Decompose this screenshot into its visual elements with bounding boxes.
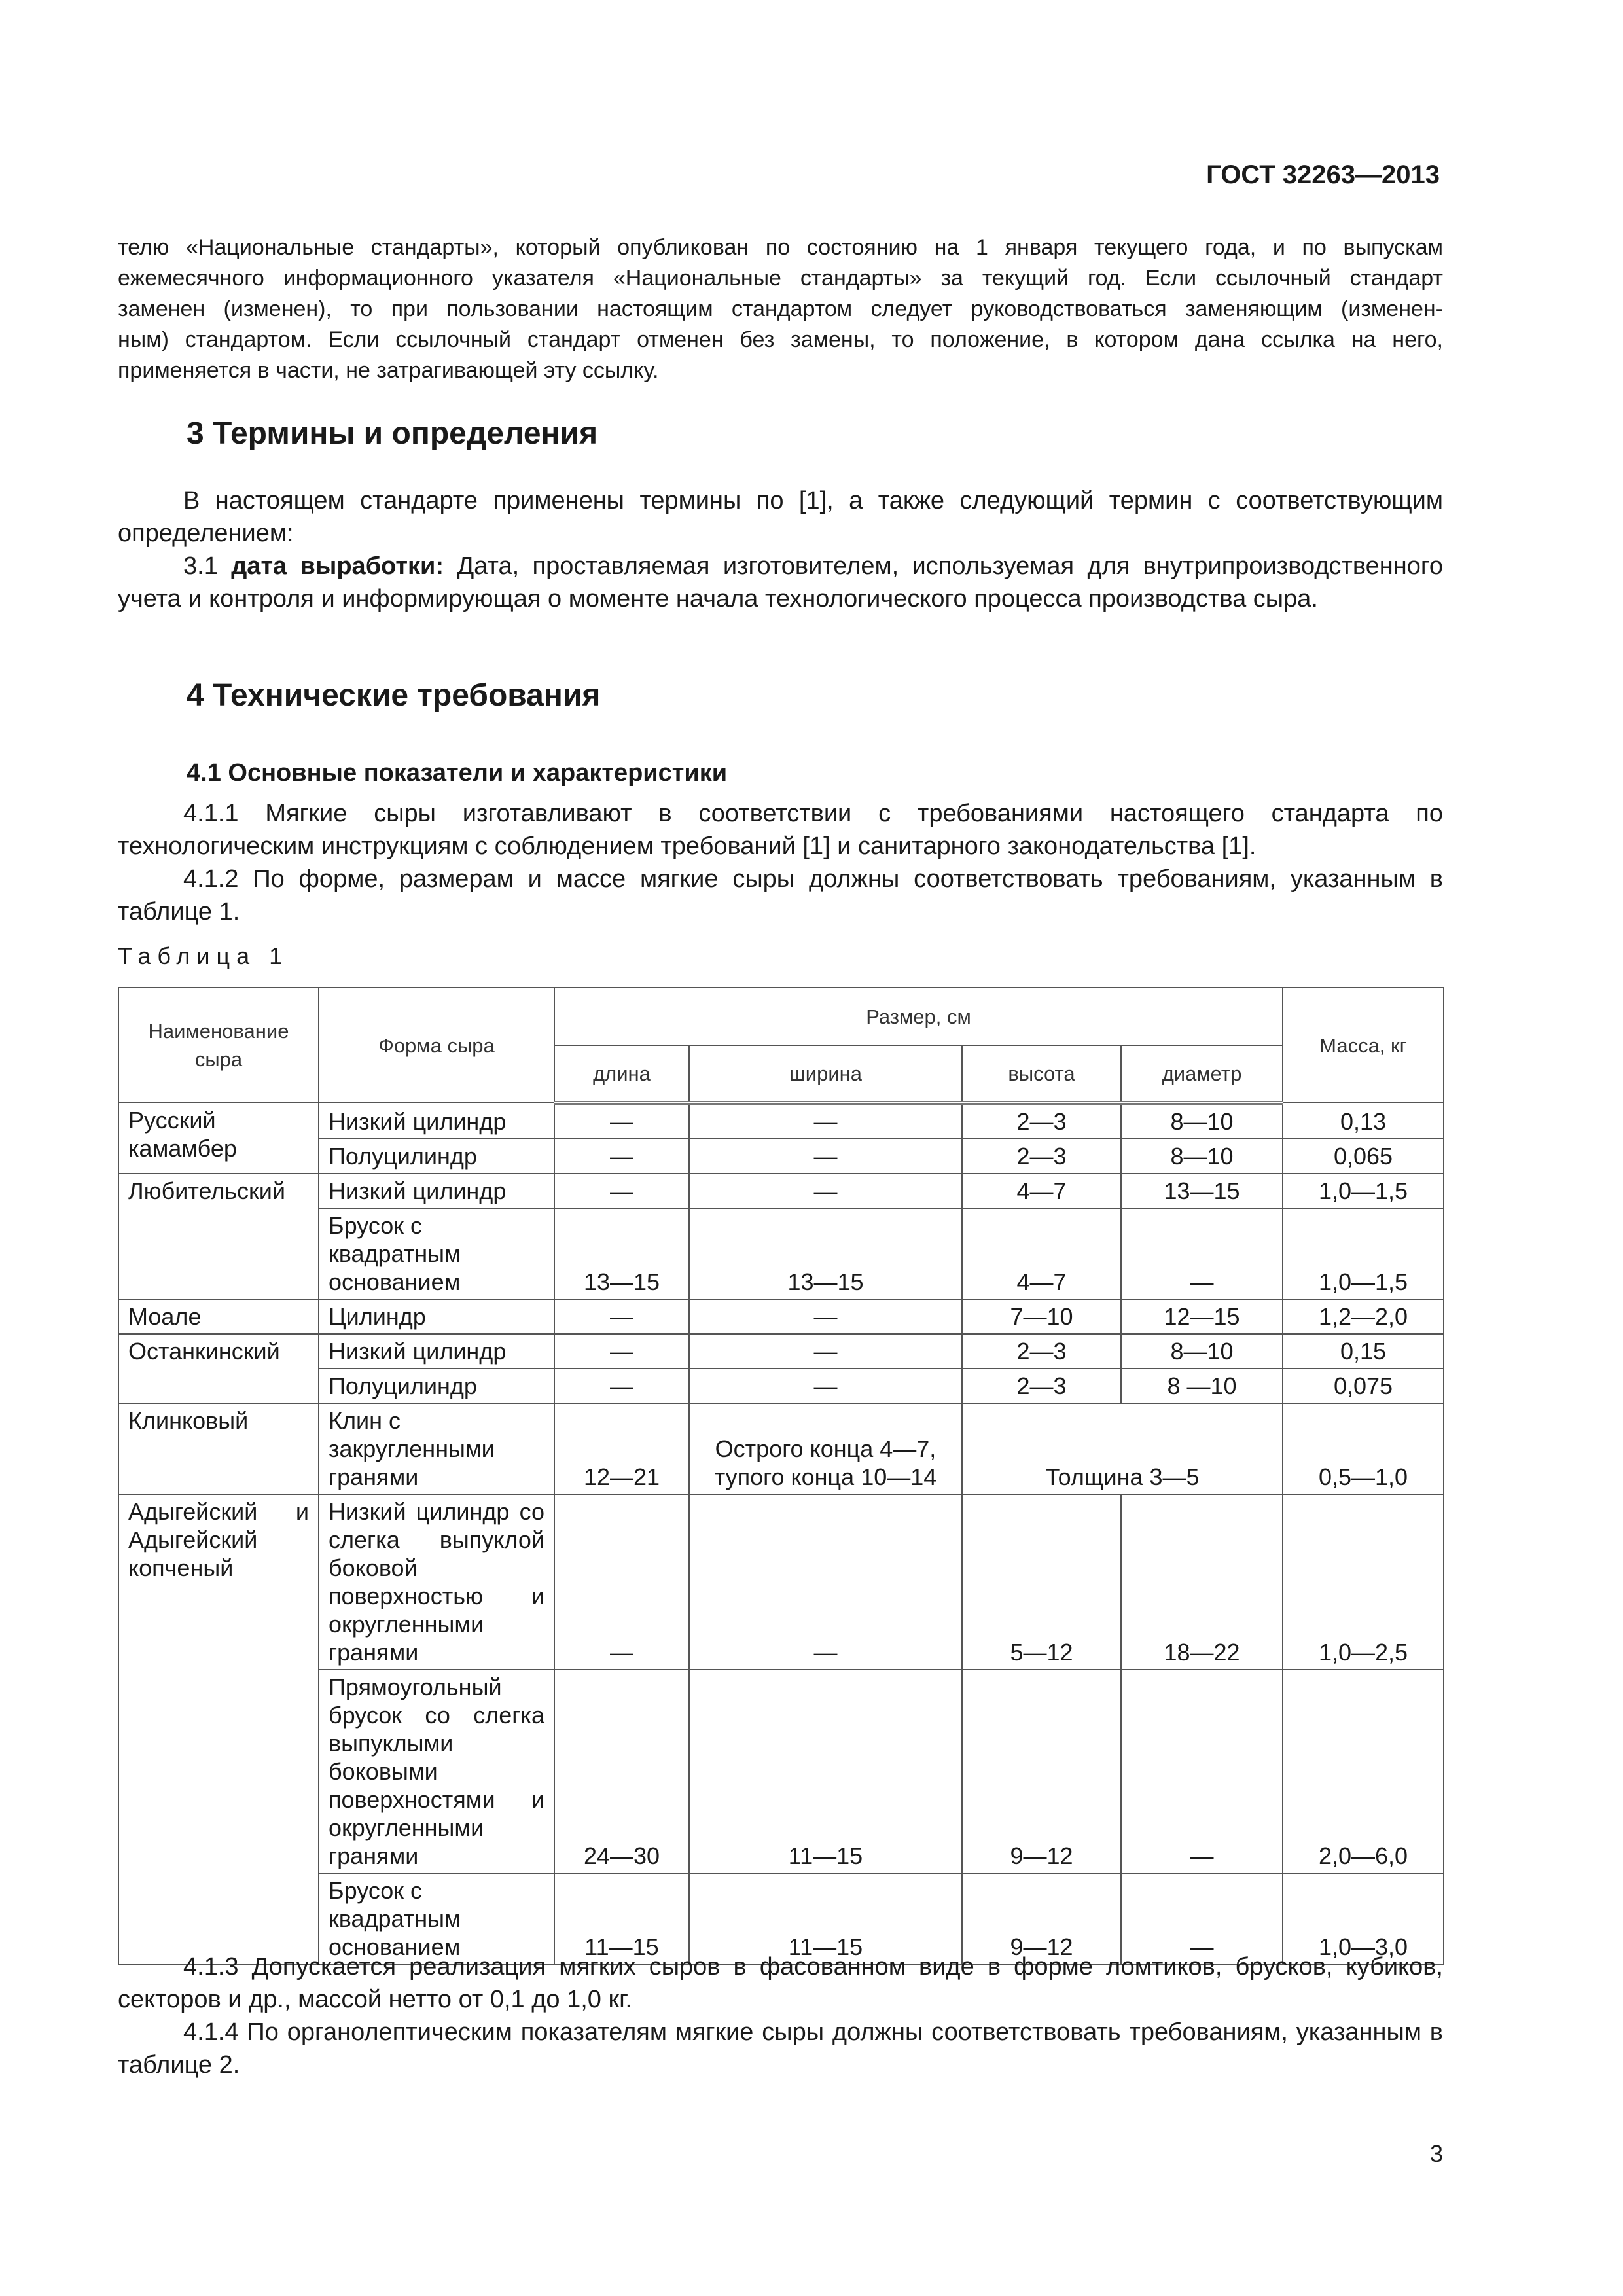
intro-line: телю «Национальные стандарты», который опубликован по состоянию на 1 января текущего года, и по выпускам <box>118 235 1443 260</box>
cell-mass: 1,0—2,5 <box>1283 1494 1444 1670</box>
standard-header: ГОСТ 32263—2013 <box>1206 160 1440 189</box>
cell-height: 2—3 <box>962 1103 1121 1139</box>
cell-form: Цилиндр <box>319 1299 554 1334</box>
cell-length: 24—30 <box>554 1670 689 1873</box>
cell-form: Низкий цилиндр <box>319 1103 554 1139</box>
intro-line: заменен (изменен), то при пользовании настоящим стандартом следует руководствоваться заменяющим (изменен- <box>118 296 1443 321</box>
cell-mass: 0,15 <box>1283 1334 1444 1369</box>
definition-3-1 <box>118 550 1443 615</box>
cell-length: — <box>554 1334 689 1369</box>
cell-mass: 1,0—3,0 <box>1283 1873 1444 1964</box>
intro-line: ежемесячного информационного указателя «Национальные стандарты» за текущий год. Если ссылочный стандарт <box>118 266 1443 291</box>
cell-name: Клинковый <box>118 1403 319 1494</box>
definition-text: Дата, проставляемая изготовителем, используемая для внутрипроизводственного учета и контроля и информирующая о моменте начала технологического процесса производства сыра. <box>118 552 1443 613</box>
header-name: Наименование сыра <box>118 988 319 1103</box>
paragraph-4-1-3: 4.1.3 Допускается реализация мягких сыров в фасованном виде в форме ломтиков, брусков, кубиков, секторов и др., массой нетто от 0,1 до 1,0 кг. <box>118 1953 1443 2013</box>
section-3-body <box>118 484 1443 615</box>
cell-length: — <box>554 1139 689 1174</box>
cell-thickness: Толщина 3—5 <box>962 1403 1283 1494</box>
intro-paragraph <box>118 232 1443 386</box>
cell-width: — <box>689 1494 962 1670</box>
cell-name: Моале <box>118 1299 319 1334</box>
cell-height: 7—10 <box>962 1299 1121 1334</box>
table-row <box>118 1494 1444 1670</box>
cell-width: — <box>689 1334 962 1369</box>
table-row <box>118 1174 1444 1208</box>
header-length: длина <box>554 1045 689 1103</box>
cell-mass: 1,2—2,0 <box>1283 1299 1444 1334</box>
cell-height: 9—12 <box>962 1670 1121 1873</box>
cell-diameter: 8—10 <box>1121 1139 1283 1174</box>
cell-width: 11—15 <box>689 1873 962 1964</box>
intro-line: ным) стандартом. Если ссылочный стандарт отменен без замены, то положение, в котором дана ссылка на него, <box>118 327 1443 352</box>
definition-term: дата выработки: <box>231 552 444 580</box>
cell-width: 11—15 <box>689 1670 962 1873</box>
cell-height: 2—3 <box>962 1334 1121 1369</box>
cell-mass: 1,0—1,5 <box>1283 1174 1444 1208</box>
cell-diameter: — <box>1121 1208 1283 1299</box>
header-form: Форма сыра <box>319 988 554 1103</box>
cell-mass: 0,065 <box>1283 1139 1444 1174</box>
cell-height: 4—7 <box>962 1174 1121 1208</box>
cell-diameter: 8 —10 <box>1121 1369 1283 1403</box>
cell-width: — <box>689 1174 962 1208</box>
table-row <box>118 1403 1444 1494</box>
cell-width: 13—15 <box>689 1208 962 1299</box>
cell-width: Острого конца 4—7, тупого конца 10—14 <box>689 1403 962 1494</box>
cell-form: Прямоугольный брусок со слегка выпуклыми боковыми поверхностями и округленными гранями <box>319 1670 554 1873</box>
section-3-title: 3 Термины и определения <box>187 416 598 451</box>
cell-diameter: 8—10 <box>1121 1103 1283 1139</box>
cell-mass: 1,0—1,5 <box>1283 1208 1444 1299</box>
section-4-title: 4 Технические требования <box>187 678 601 713</box>
cell-diameter: 12—15 <box>1121 1299 1283 1334</box>
cell-length: 13—15 <box>554 1208 689 1299</box>
cell-mass: 0,5—1,0 <box>1283 1403 1444 1494</box>
section-4-body-continued <box>118 1950 1443 2081</box>
cell-diameter: — <box>1121 1873 1283 1964</box>
table-row <box>118 1334 1444 1369</box>
cell-form: Полуцилиндр <box>319 1139 554 1174</box>
cell-length: — <box>554 1174 689 1208</box>
cell-diameter: 13—15 <box>1121 1174 1283 1208</box>
cell-name: Адыгейский и Адыгейский копченый <box>118 1494 319 1964</box>
cell-height: 2—3 <box>962 1139 1121 1174</box>
cell-length: — <box>554 1299 689 1334</box>
page-number: 3 <box>1429 2140 1443 2167</box>
cell-mass: 0,13 <box>1283 1103 1444 1139</box>
header-height: высота <box>962 1045 1121 1103</box>
cell-length: — <box>554 1494 689 1670</box>
cell-form: Брусок с квадратным основанием <box>319 1208 554 1299</box>
cell-width: — <box>689 1139 962 1174</box>
cell-length: 11—15 <box>554 1873 689 1964</box>
table-row <box>118 1299 1444 1334</box>
cell-width: — <box>689 1103 962 1139</box>
cell-height: 5—12 <box>962 1494 1121 1670</box>
cell-height: 2—3 <box>962 1369 1121 1403</box>
cell-mass: 2,0—6,0 <box>1283 1670 1444 1873</box>
section-3-paragraph: В настоящем стандарте применены термины по [1], а также следующий термин с соответствующим определением: <box>118 487 1443 547</box>
cell-length: — <box>554 1103 689 1139</box>
cell-diameter: 8—10 <box>1121 1334 1283 1369</box>
table-row <box>118 1103 1444 1139</box>
table-1 <box>118 987 1444 1965</box>
cell-height: 4—7 <box>962 1208 1121 1299</box>
cell-form: Низкий цилиндр со слегка выпуклой боковой поверхностью и округленными гранями <box>319 1494 554 1670</box>
cell-name: Останкинский <box>118 1334 319 1403</box>
cell-form: Брусок с квадратным основанием <box>319 1873 554 1964</box>
section-4-body <box>118 797 1443 928</box>
cell-height: 9—12 <box>962 1873 1121 1964</box>
paragraph-4-1-4: 4.1.4 По органолептическим показателям мягкие сыры должны соответствовать требованиям, указанным в таблице 2. <box>118 2018 1443 2079</box>
cell-width: — <box>689 1369 962 1403</box>
cell-mass: 0,075 <box>1283 1369 1444 1403</box>
cell-length: — <box>554 1369 689 1403</box>
header-diameter: диаметр <box>1121 1045 1283 1103</box>
subsection-4-1-title: 4.1 Основные показатели и характеристики <box>187 759 728 787</box>
cell-form: Полуцилиндр <box>319 1369 554 1403</box>
cell-diameter: 18—22 <box>1121 1494 1283 1670</box>
header-size: Размер, см <box>554 988 1283 1045</box>
cell-form: Низкий цилиндр <box>319 1174 554 1208</box>
header-width: ширина <box>689 1045 962 1103</box>
cell-diameter: — <box>1121 1670 1283 1873</box>
header-mass: Масса, кг <box>1283 988 1444 1103</box>
cell-form: Низкий цилиндр <box>319 1334 554 1369</box>
paragraph-4-1-2: 4.1.2 По форме, размерам и массе мягкие сыры должны соответствовать требованиям, указанным в таблице 1. <box>118 865 1443 925</box>
cell-name: Любительский <box>118 1174 319 1299</box>
cell-form: Клин с закругленными гранями <box>319 1403 554 1494</box>
intro-line: применяется в части, не затрагивающей эту ссылку. <box>118 358 659 383</box>
cell-length: 12—21 <box>554 1403 689 1494</box>
cell-width: — <box>689 1299 962 1334</box>
table-1-caption: Таблица 1 <box>118 942 289 969</box>
definition-number: 3.1 <box>183 552 218 580</box>
cell-name: Русский камамбер <box>118 1103 319 1174</box>
paragraph-4-1-1: 4.1.1 Мягкие сыры изготавливают в соответствии с требованиями настоящего стандарта по технологическим инструкциям с соблюдением требований [1] и санитарного законодательства [1]. <box>118 800 1443 860</box>
